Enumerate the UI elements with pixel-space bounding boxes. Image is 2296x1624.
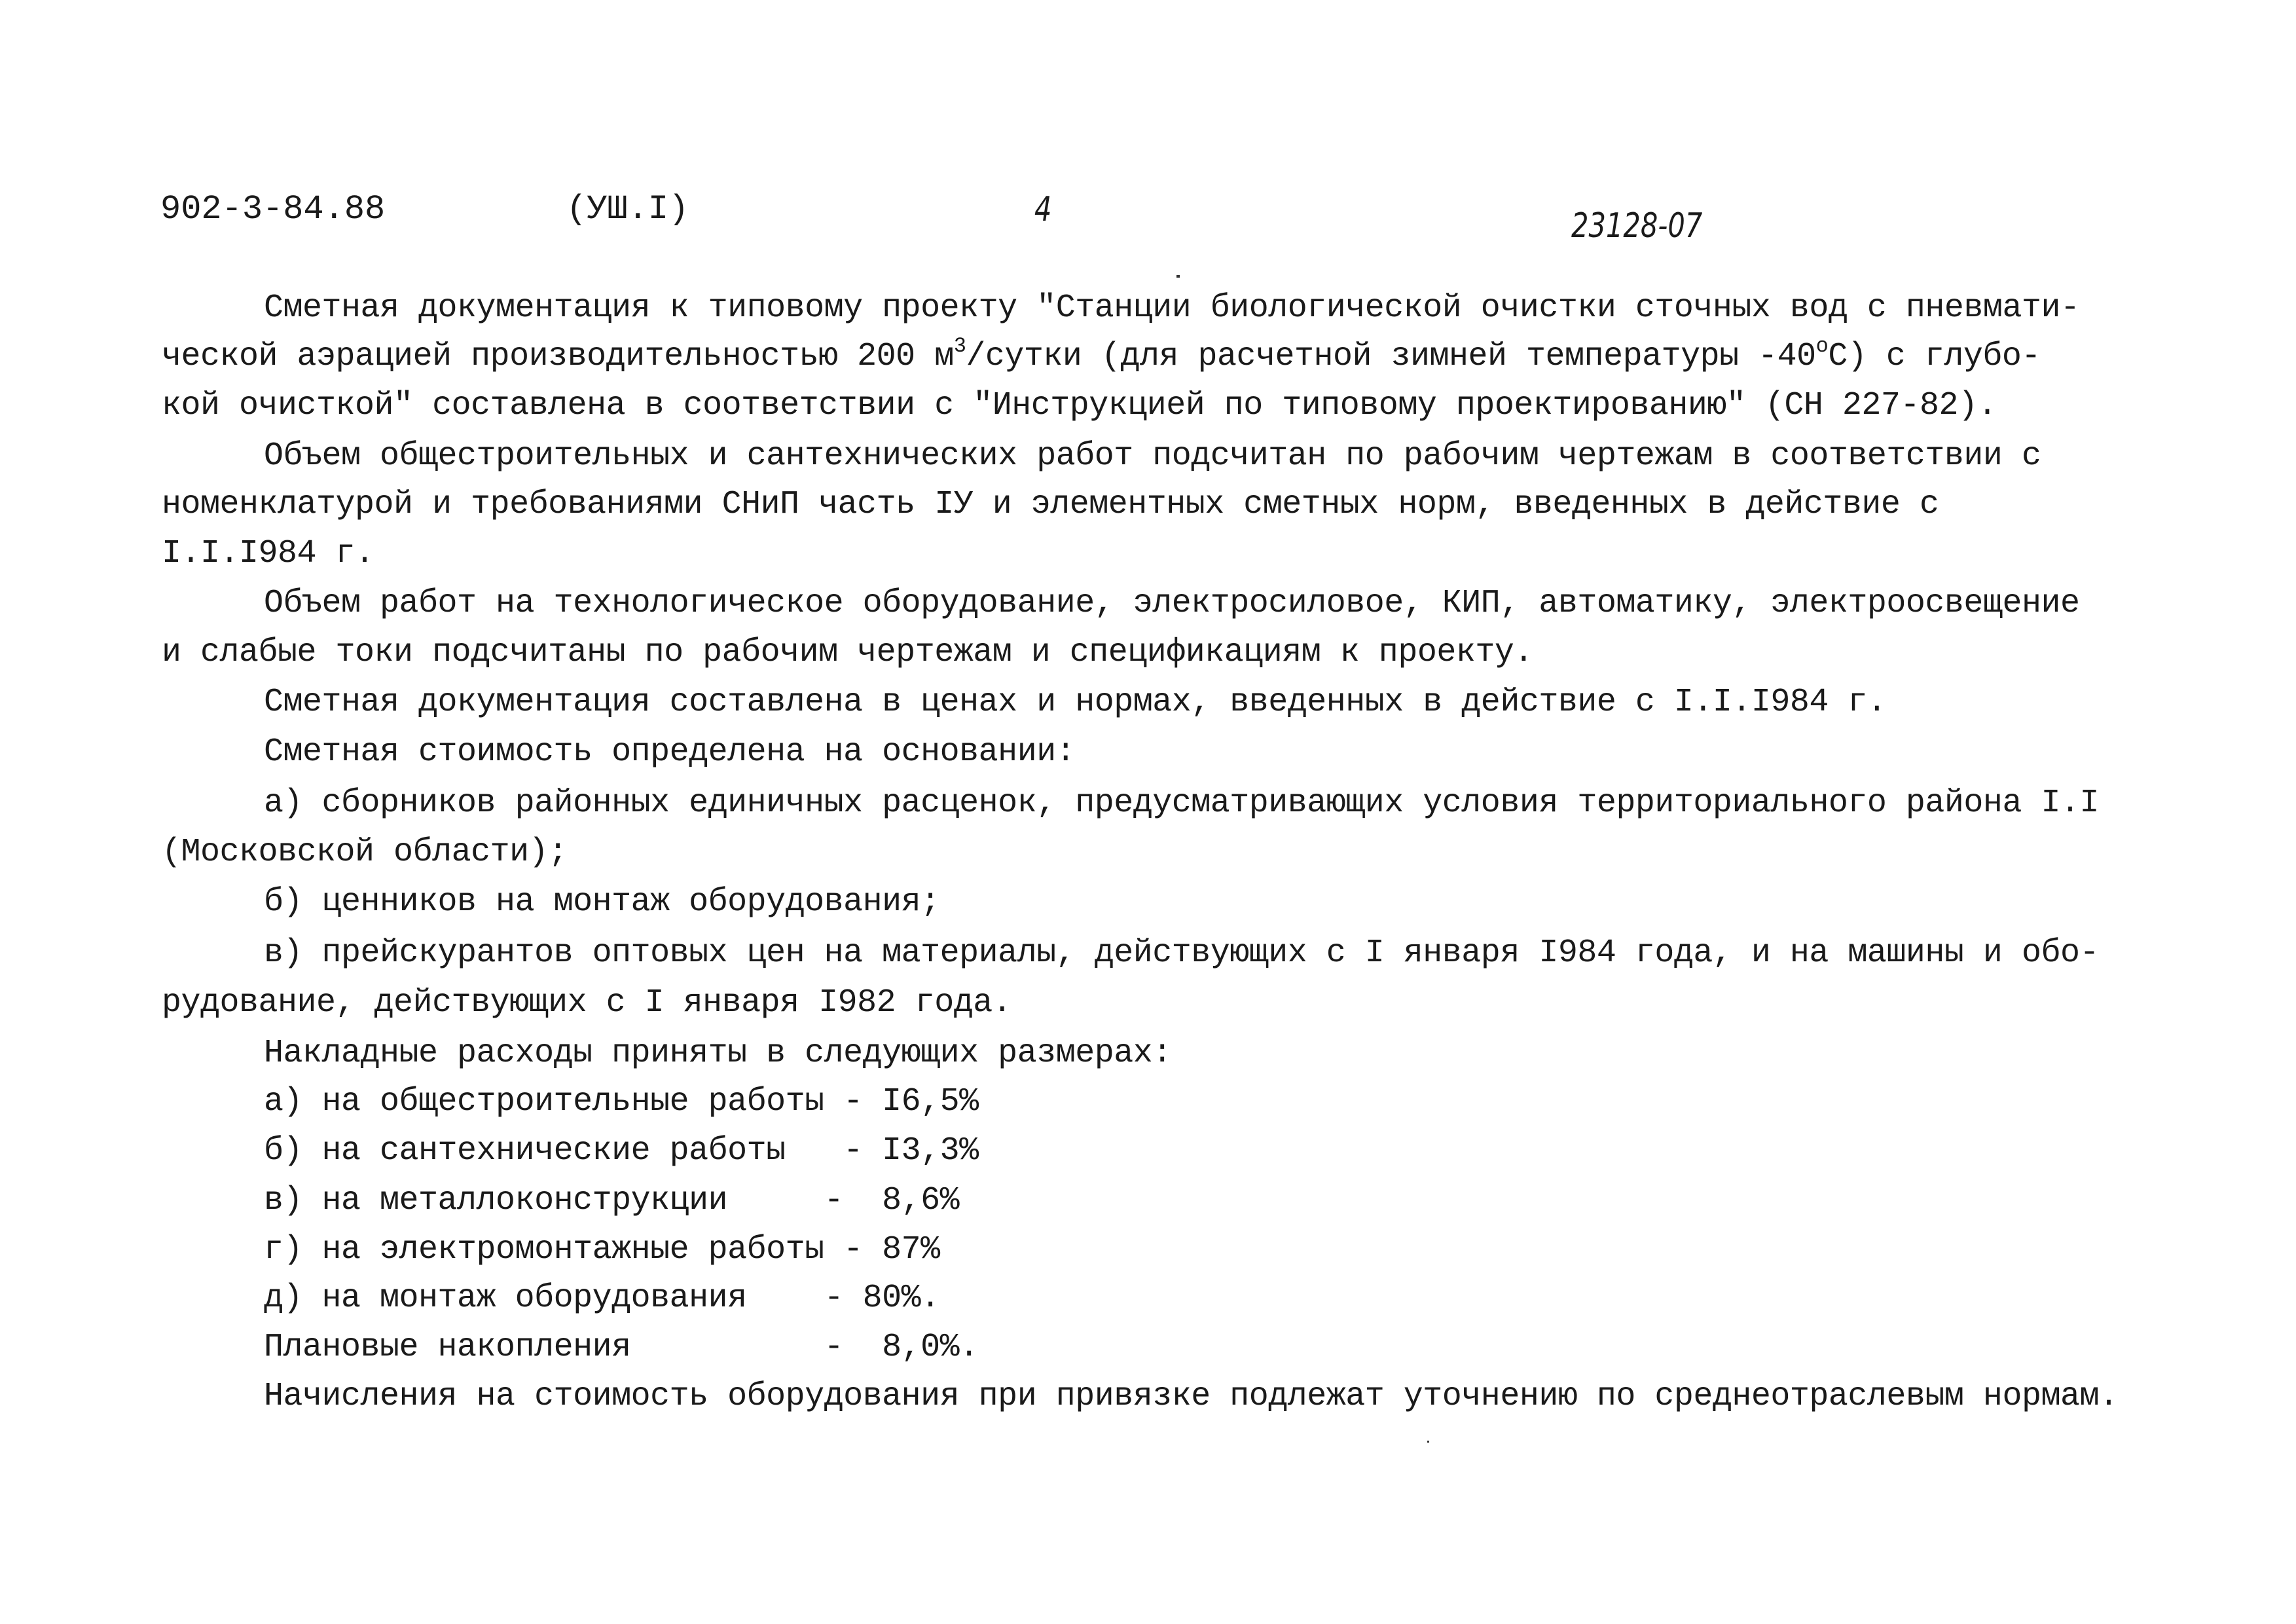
- overhead-item: б) на сантехнические работы - I3,3%: [264, 1132, 979, 1170]
- text-line: [162, 334, 2041, 375]
- text-line: Сметная стоимость определена на основании:: [264, 733, 1076, 771]
- planned-savings: Плановые накопления - 8,0%.: [264, 1329, 979, 1366]
- text-line: б) ценников на монтаж оборудования;: [264, 883, 940, 921]
- overhead-item: г) на электромонтажные работы - 87%: [264, 1231, 940, 1268]
- text-fragment: /сутки (для расчетной зимней температуры -40: [966, 338, 1816, 375]
- text-line: номенклатурой и требованиями СНиП часть IУ и элементных сметных норм, введенных в действие с: [162, 486, 1939, 523]
- text-line: I.I.I984 г.: [162, 535, 374, 572]
- text-fragment: С) с глубо-: [1828, 338, 2041, 375]
- text-line: Сметная документация составлена в ценах и нормах, введенных в действие с I.I.I984 г.: [264, 684, 1887, 721]
- text-line: Сметная документация к типовому проекту "Станции биологической очистки сточных вод с пневмати-: [264, 289, 2080, 327]
- overhead-item: а) на общестроительные работы - I6,5%: [264, 1083, 979, 1120]
- album-number: (УШ.I): [566, 190, 689, 229]
- superscript: о: [1815, 334, 1829, 358]
- page-number: 4: [1034, 190, 1052, 229]
- text-line: кой очисткой" составлена в соответствии с "Инструкцией по типовому проектированию" (СН 227-82).: [162, 387, 1997, 424]
- text-fragment: ческой аэрацией производительностью 200 м: [162, 338, 954, 375]
- speck-mark: [1176, 275, 1180, 278]
- text-line: (Московской области);: [162, 834, 568, 871]
- inventory-number: 23128-07: [1571, 206, 1703, 246]
- speck-mark: [1427, 1441, 1429, 1443]
- text-line: и слабые токи подсчитаны по рабочим чертежам и спецификациям к проекту.: [162, 634, 1533, 671]
- overhead-item: д) на монтаж оборудования - 80%.: [264, 1280, 940, 1317]
- document-code: 902-3-84.88: [160, 190, 386, 229]
- superscript: 3: [953, 334, 966, 358]
- text-line: рудование, действующих с I января I982 года.: [162, 984, 1012, 1022]
- text-line: Накладные расходы приняты в следующих размерах:: [264, 1035, 1172, 1072]
- text-line: Начисления на стоимость оборудования при привязке подлежат уточнению по среднеотраслевым нормам.: [264, 1378, 2119, 1415]
- overhead-item: в) на металлоконструкции - 8,6%: [264, 1182, 960, 1219]
- text-line: а) сборников районных единичных расценок, предусматривающих условия территориального района I.I: [264, 784, 2099, 822]
- text-line: Объем общестроительных и сантехнических работ подсчитан по рабочим чертежам в соответствии с: [264, 437, 2041, 475]
- text-line: Объем работ на технологическое оборудование, электросиловое, КИП, автоматику, электроосвещение: [264, 585, 2080, 622]
- text-line: в) прейскурантов оптовых цен на материалы, действующих с I января I984 года, и на машины и обо-: [264, 934, 2099, 972]
